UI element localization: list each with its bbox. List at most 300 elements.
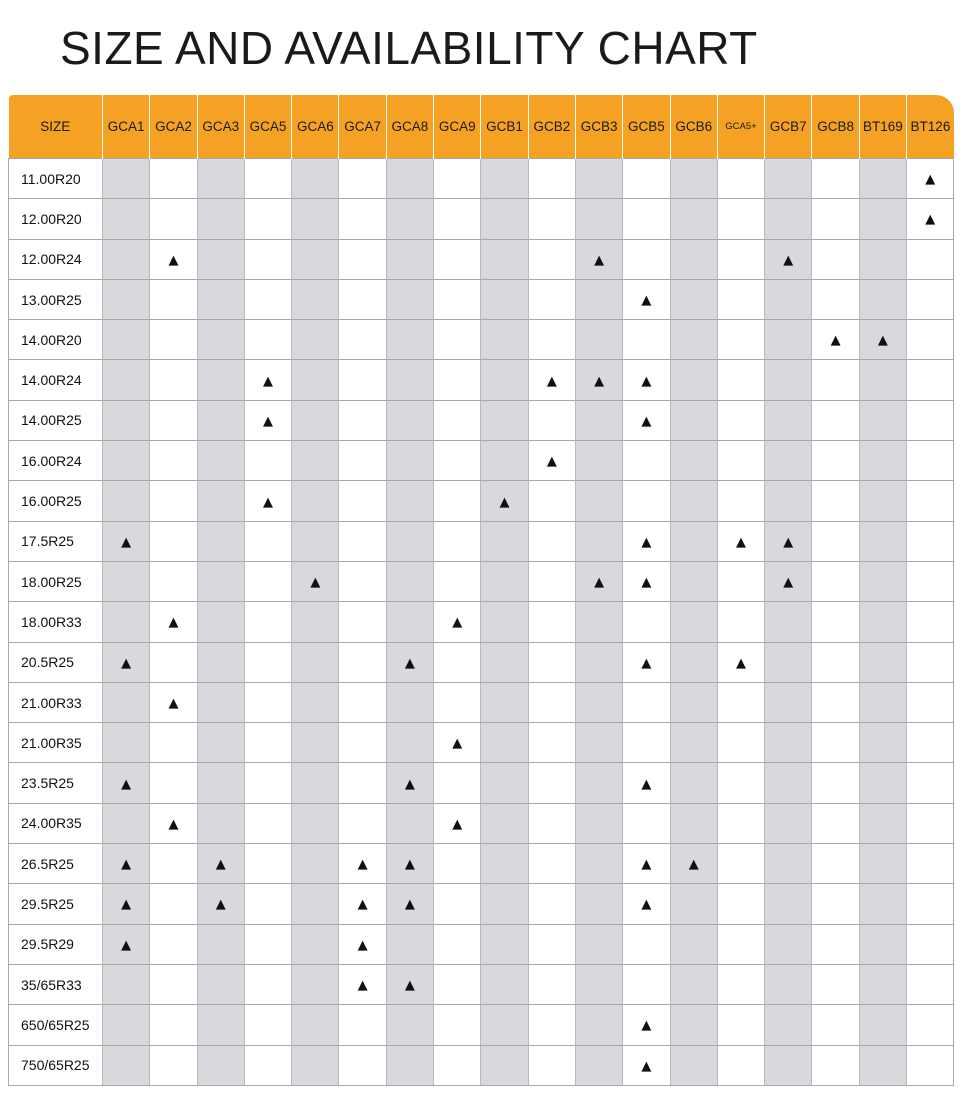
- availability-cell: [528, 441, 575, 481]
- column-header: GCA8: [386, 95, 433, 159]
- availability-cell: [434, 602, 481, 642]
- availability-cell: [717, 1005, 764, 1045]
- availability-cell: [434, 400, 481, 440]
- availability-cell: [528, 844, 575, 884]
- triangle-icon: ▲: [783, 575, 794, 591]
- availability-cell: [575, 964, 622, 1004]
- availability-cell: [481, 521, 528, 561]
- availability-cell: [150, 964, 197, 1004]
- availability-cell: [528, 279, 575, 319]
- triangle-icon: ▲: [357, 937, 368, 953]
- availability-cell: [907, 682, 954, 722]
- availability-cell: [481, 924, 528, 964]
- availability-cell: [386, 199, 433, 239]
- triangle-icon: ▲: [168, 696, 179, 711]
- availability-cell: [623, 159, 670, 199]
- availability-cell: [481, 561, 528, 601]
- availability-cell: [386, 360, 433, 400]
- availability-cell: [386, 481, 433, 521]
- availability-cell: [623, 521, 670, 561]
- availability-cell: [244, 1005, 291, 1045]
- availability-cell: [575, 360, 622, 400]
- availability-cell: [575, 199, 622, 239]
- availability-cell: [386, 602, 433, 642]
- availability-cell: [339, 642, 386, 682]
- availability-cell: [907, 924, 954, 964]
- availability-cell: [670, 924, 717, 964]
- availability-cell: [434, 481, 481, 521]
- availability-cell: [812, 239, 859, 279]
- column-header: GCB2: [528, 95, 575, 159]
- availability-cell: [623, 1045, 670, 1085]
- availability-cell: [812, 400, 859, 440]
- availability-cell: [907, 199, 954, 239]
- availability-cell: [765, 964, 812, 1004]
- availability-cell: [103, 642, 150, 682]
- column-header: GCB3: [575, 95, 622, 159]
- triangle-icon: ▲: [641, 897, 652, 913]
- availability-cell: [765, 360, 812, 400]
- availability-table: [8, 95, 954, 1086]
- availability-cell: [339, 481, 386, 521]
- table-row: [9, 1045, 954, 1085]
- availability-cell: [623, 561, 670, 601]
- availability-cell: [765, 723, 812, 763]
- availability-cell: [244, 561, 291, 601]
- size-cell: 12.00R24: [9, 239, 103, 279]
- availability-cell: [386, 723, 433, 763]
- availability-cell: [434, 884, 481, 924]
- availability-cell: [623, 964, 670, 1004]
- availability-cell: [812, 602, 859, 642]
- availability-cell: [103, 682, 150, 722]
- availability-cell: [765, 924, 812, 964]
- availability-cell: [386, 441, 433, 481]
- triangle-icon: ▲: [215, 857, 226, 873]
- triangle-icon: ▲: [404, 857, 415, 873]
- availability-cell: [528, 964, 575, 1004]
- availability-cell: [812, 723, 859, 763]
- availability-cell: [339, 964, 386, 1004]
- availability-cell: [244, 763, 291, 803]
- availability-cell: [859, 1045, 906, 1085]
- availability-cell: [812, 521, 859, 561]
- availability-cell: [670, 521, 717, 561]
- triangle-icon: ▲: [215, 897, 226, 913]
- availability-cell: [292, 400, 339, 440]
- availability-cell: [623, 239, 670, 279]
- availability-cell: [717, 964, 764, 1004]
- availability-cell: [907, 1045, 954, 1085]
- availability-cell: [859, 763, 906, 803]
- column-header: BT169: [859, 95, 906, 159]
- availability-cell: [292, 279, 339, 319]
- availability-cell: [386, 279, 433, 319]
- availability-cell: [670, 1045, 717, 1085]
- availability-cell: [812, 642, 859, 682]
- availability-cell: [623, 320, 670, 360]
- availability-cell: [670, 723, 717, 763]
- availability-cell: [103, 199, 150, 239]
- availability-cell: [907, 602, 954, 642]
- availability-cell: [339, 763, 386, 803]
- availability-cell: [339, 441, 386, 481]
- availability-cell: [150, 682, 197, 722]
- availability-cell: [670, 602, 717, 642]
- availability-cell: [575, 159, 622, 199]
- availability-cell: [670, 561, 717, 601]
- availability-cell: [907, 481, 954, 521]
- triangle-icon: ▲: [641, 373, 652, 389]
- availability-cell: [339, 924, 386, 964]
- availability-cell: [859, 844, 906, 884]
- availability-cell: [386, 239, 433, 279]
- availability-cell: [670, 682, 717, 722]
- availability-cell: [244, 441, 291, 481]
- availability-cell: [434, 320, 481, 360]
- availability-cell: [907, 803, 954, 843]
- availability-cell: [670, 1005, 717, 1045]
- column-header: GCA5+: [717, 95, 764, 159]
- availability-cell: [481, 1005, 528, 1045]
- availability-cell: [812, 884, 859, 924]
- size-cell: 750/65R25: [9, 1045, 103, 1085]
- availability-cell: [859, 884, 906, 924]
- availability-cell: [339, 884, 386, 924]
- triangle-icon: ▲: [925, 172, 936, 188]
- availability-cell: [339, 279, 386, 319]
- availability-cell: [150, 400, 197, 440]
- availability-cell: [244, 360, 291, 400]
- availability-cell: [575, 602, 622, 642]
- table-row: [9, 279, 954, 319]
- availability-cell: [292, 763, 339, 803]
- availability-cell: [386, 642, 433, 682]
- header-row: [9, 95, 954, 159]
- size-cell: 18.00R25: [9, 561, 103, 601]
- availability-cell: [481, 279, 528, 319]
- triangle-icon: ▲: [641, 1058, 652, 1074]
- availability-cell: [386, 320, 433, 360]
- triangle-icon: ▲: [121, 776, 132, 792]
- size-cell: 14.00R25: [9, 400, 103, 440]
- availability-cell: [339, 521, 386, 561]
- availability-cell: [150, 763, 197, 803]
- availability-cell: [386, 1005, 433, 1045]
- availability-cell: [292, 1045, 339, 1085]
- availability-cell: [859, 803, 906, 843]
- size-cell: 12.00R20: [9, 199, 103, 239]
- triangle-icon: ▲: [641, 575, 652, 591]
- availability-cell: [907, 521, 954, 561]
- availability-cell: [623, 884, 670, 924]
- availability-cell: [434, 441, 481, 481]
- table-row: [9, 441, 954, 481]
- availability-cell: [386, 884, 433, 924]
- column-header: BT126: [907, 95, 954, 159]
- availability-cell: [386, 159, 433, 199]
- availability-cell: [434, 964, 481, 1004]
- availability-cell: [623, 360, 670, 400]
- availability-cell: [150, 844, 197, 884]
- size-cell: 29.5R29: [9, 924, 103, 964]
- availability-cell: [103, 1045, 150, 1085]
- table-row: [9, 481, 954, 521]
- availability-cell: [481, 159, 528, 199]
- availability-cell: [197, 763, 244, 803]
- triangle-icon: ▲: [783, 252, 794, 268]
- availability-cell: [103, 803, 150, 843]
- availability-cell: [528, 561, 575, 601]
- availability-cell: [528, 682, 575, 722]
- availability-cell: [386, 763, 433, 803]
- availability-cell: [386, 521, 433, 561]
- size-cell: 14.00R20: [9, 320, 103, 360]
- availability-cell: [670, 844, 717, 884]
- availability-cell: [339, 1045, 386, 1085]
- availability-cell: [197, 844, 244, 884]
- triangle-icon: ▲: [546, 373, 557, 389]
- availability-cell: [339, 400, 386, 440]
- triangle-icon: ▲: [641, 534, 652, 550]
- table-row: [9, 1005, 954, 1045]
- size-cell: 13.00R25: [9, 279, 103, 319]
- availability-cell: [907, 642, 954, 682]
- size-cell: 21.00R33: [9, 682, 103, 722]
- column-header: GCB5: [623, 95, 670, 159]
- availability-cell: [528, 884, 575, 924]
- table-row: [9, 400, 954, 440]
- triangle-icon: ▲: [688, 857, 699, 873]
- size-cell: 650/65R25: [9, 1005, 103, 1045]
- availability-cell: [386, 964, 433, 1004]
- triangle-icon: ▲: [310, 575, 321, 591]
- size-cell: 16.00R25: [9, 481, 103, 521]
- availability-cell: [528, 521, 575, 561]
- triangle-icon: ▲: [499, 494, 510, 510]
- availability-cell: [575, 239, 622, 279]
- availability-cell: [670, 239, 717, 279]
- availability-cell: [197, 1045, 244, 1085]
- availability-cell: [292, 481, 339, 521]
- availability-cell: [859, 924, 906, 964]
- availability-cell: [244, 642, 291, 682]
- availability-cell: [623, 602, 670, 642]
- triangle-icon: ▲: [594, 252, 605, 268]
- availability-cell: [765, 481, 812, 521]
- table-row: [9, 763, 954, 803]
- availability-cell: [528, 723, 575, 763]
- availability-cell: [575, 1005, 622, 1045]
- availability-cell: [197, 803, 244, 843]
- availability-cell: [670, 159, 717, 199]
- availability-cell: [575, 884, 622, 924]
- table-row: [9, 521, 954, 561]
- availability-cell: [907, 763, 954, 803]
- availability-cell: [339, 803, 386, 843]
- table-row: [9, 844, 954, 884]
- availability-cell: [292, 803, 339, 843]
- availability-cell: [717, 360, 764, 400]
- triangle-icon: ▲: [641, 857, 652, 873]
- availability-cell: [386, 1045, 433, 1085]
- availability-cell: [717, 1045, 764, 1085]
- availability-cell: [197, 964, 244, 1004]
- availability-cell: [717, 400, 764, 440]
- availability-cell: [434, 159, 481, 199]
- availability-cell: [434, 682, 481, 722]
- availability-cell: [292, 682, 339, 722]
- availability-cell: [717, 763, 764, 803]
- availability-cell: [907, 884, 954, 924]
- table-row: [9, 723, 954, 763]
- availability-cell: [528, 602, 575, 642]
- availability-cell: [859, 320, 906, 360]
- availability-cell: [481, 1045, 528, 1085]
- availability-cell: [244, 481, 291, 521]
- availability-cell: [717, 602, 764, 642]
- availability-cell: [197, 400, 244, 440]
- availability-cell: [197, 884, 244, 924]
- availability-cell: [481, 441, 528, 481]
- availability-cell: [103, 1005, 150, 1045]
- availability-cell: [339, 1005, 386, 1045]
- availability-cell: [812, 561, 859, 601]
- availability-cell: [907, 239, 954, 279]
- availability-cell: [292, 239, 339, 279]
- availability-cell: [717, 844, 764, 884]
- availability-cell: [765, 803, 812, 843]
- availability-cell: [575, 682, 622, 722]
- availability-cell: [244, 279, 291, 319]
- table-row: [9, 199, 954, 239]
- availability-cell: [859, 441, 906, 481]
- size-cell: 18.00R33: [9, 602, 103, 642]
- availability-cell: [103, 279, 150, 319]
- availability-cell: [339, 561, 386, 601]
- availability-cell: [197, 199, 244, 239]
- availability-cell: [197, 642, 244, 682]
- availability-cell: [292, 360, 339, 400]
- triangle-icon: ▲: [404, 978, 415, 994]
- availability-cell: [481, 642, 528, 682]
- availability-cell: [859, 400, 906, 440]
- availability-cell: [150, 521, 197, 561]
- size-cell: 21.00R35: [9, 723, 103, 763]
- availability-cell: [765, 441, 812, 481]
- availability-cell: [717, 481, 764, 521]
- availability-cell: [670, 320, 717, 360]
- availability-cell: [197, 481, 244, 521]
- availability-cell: [434, 521, 481, 561]
- availability-cell: [434, 279, 481, 319]
- availability-cell: [150, 320, 197, 360]
- availability-cell: [765, 763, 812, 803]
- triangle-icon: ▲: [877, 333, 888, 349]
- availability-cell: [292, 844, 339, 884]
- availability-cell: [197, 279, 244, 319]
- availability-cell: [103, 884, 150, 924]
- availability-cell: [859, 561, 906, 601]
- availability-cell: [907, 1005, 954, 1045]
- availability-cell: [859, 279, 906, 319]
- triangle-icon: ▲: [594, 373, 605, 389]
- availability-cell: [859, 159, 906, 199]
- availability-cell: [244, 682, 291, 722]
- availability-cell: [434, 924, 481, 964]
- availability-cell: [717, 159, 764, 199]
- availability-cell: [765, 320, 812, 360]
- availability-cell: [244, 964, 291, 1004]
- availability-cell: [244, 884, 291, 924]
- availability-cell: [623, 723, 670, 763]
- availability-cell: [386, 924, 433, 964]
- availability-cell: [670, 964, 717, 1004]
- availability-cell: [528, 199, 575, 239]
- availability-cell: [812, 924, 859, 964]
- availability-cell: [717, 320, 764, 360]
- triangle-icon: ▲: [641, 655, 652, 671]
- size-cell: 26.5R25: [9, 844, 103, 884]
- table-row: [9, 642, 954, 682]
- availability-cell: [623, 844, 670, 884]
- availability-cell: [339, 602, 386, 642]
- triangle-icon: ▲: [121, 937, 132, 953]
- availability-cell: [481, 320, 528, 360]
- availability-cell: [575, 561, 622, 601]
- availability-cell: [481, 884, 528, 924]
- availability-cell: [765, 1005, 812, 1045]
- availability-cell: [197, 441, 244, 481]
- availability-cell: [150, 924, 197, 964]
- availability-cell: [765, 400, 812, 440]
- availability-cell: [907, 561, 954, 601]
- availability-cell: [575, 481, 622, 521]
- availability-cell: [717, 199, 764, 239]
- availability-cell: [150, 239, 197, 279]
- availability-cell: [386, 844, 433, 884]
- availability-cell: [717, 561, 764, 601]
- availability-cell: [717, 884, 764, 924]
- availability-cell: [339, 360, 386, 400]
- availability-cell: [481, 239, 528, 279]
- availability-cell: [670, 763, 717, 803]
- availability-cell: [812, 320, 859, 360]
- availability-cell: [765, 844, 812, 884]
- availability-cell: [812, 1045, 859, 1085]
- availability-cell: [859, 964, 906, 1004]
- availability-cell: [765, 279, 812, 319]
- availability-cell: [434, 199, 481, 239]
- triangle-icon: ▲: [121, 655, 132, 671]
- availability-cell: [528, 763, 575, 803]
- availability-cell: [339, 320, 386, 360]
- availability-cell: [386, 400, 433, 440]
- triangle-icon: ▲: [452, 736, 463, 752]
- availability-cell: [292, 723, 339, 763]
- availability-cell: [434, 844, 481, 884]
- availability-cell: [670, 279, 717, 319]
- availability-cell: [150, 723, 197, 763]
- availability-cell: [434, 1045, 481, 1085]
- availability-cell: [528, 320, 575, 360]
- column-header: GCA6: [292, 95, 339, 159]
- availability-cell: [575, 763, 622, 803]
- availability-cell: [197, 1005, 244, 1045]
- availability-cell: [339, 199, 386, 239]
- availability-cell: [717, 642, 764, 682]
- availability-cell: [339, 239, 386, 279]
